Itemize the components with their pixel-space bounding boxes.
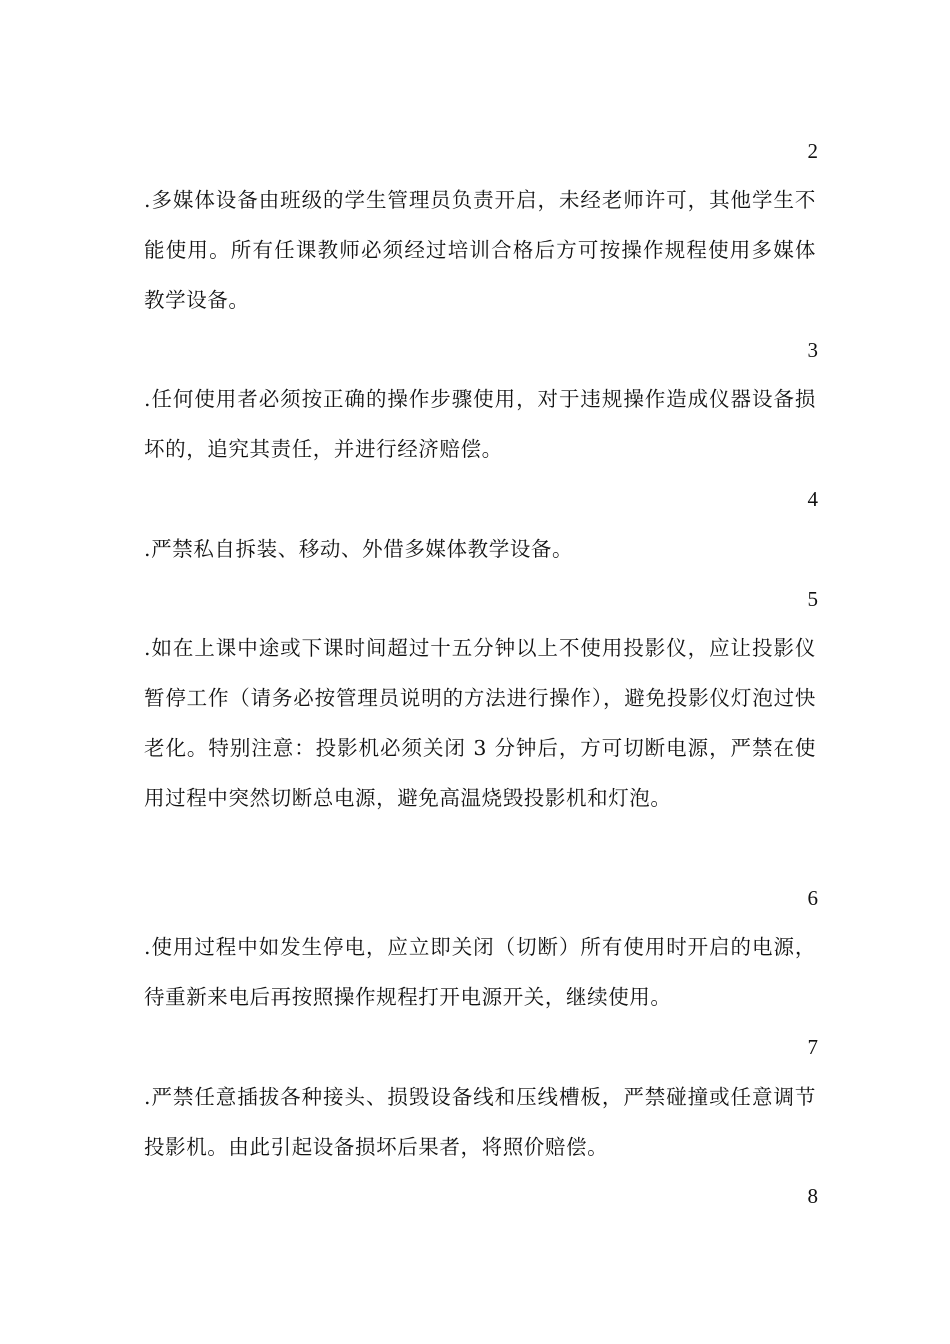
paragraph: .严禁任意插拔各种接头、损毁设备线和压线槽板，严禁碰撞或任意调节投影机。由此引起设备损坏后果者，将照价赔偿。 [144, 1085, 816, 1159]
paragraph: .使用过程中如发生停电，应立即关闭（切断）所有使用时开启的电源，待重新来电后再按照操作规程打开电源开关，继续使用。 [144, 935, 816, 1009]
item-number: 7 [807, 1035, 818, 1059]
paragraph: .严禁私自拆装、移动、外借多媒体教学设备。 [144, 537, 574, 561]
item-number: 5 [807, 587, 818, 611]
item-number: 3 [807, 338, 818, 362]
paragraph: .如在上课中途或下课时间超过十五分钟以上不使用投影仪，应让投影仪暂停工作（请务必按管理员说明的方法进行操作），避免投影仪灯泡过快老化。特别注意：投影机必须关闭 3 分钟后，方可切断电源，严禁在使用过程中突然切断总电源，避免高温烧毁投影机和灯泡。 [144, 636, 816, 810]
paragraph: .任何使用者必须按正确的操作步骤使用，对于违规操作造成仪器设备损坏的，追究其责任，并进行经济赔偿。 [144, 387, 816, 461]
item-number: 8 [807, 1184, 818, 1208]
item-number: 6 [807, 886, 818, 910]
paragraph: .多媒体设备由班级的学生管理员负责开启，未经老师许可，其他学生不能使用。所有任课教师必须经过培训合格后方可按操作规程使用多媒体教学设备。 [144, 188, 816, 312]
item-number: 2 [807, 139, 818, 163]
item-number: 4 [807, 487, 818, 511]
